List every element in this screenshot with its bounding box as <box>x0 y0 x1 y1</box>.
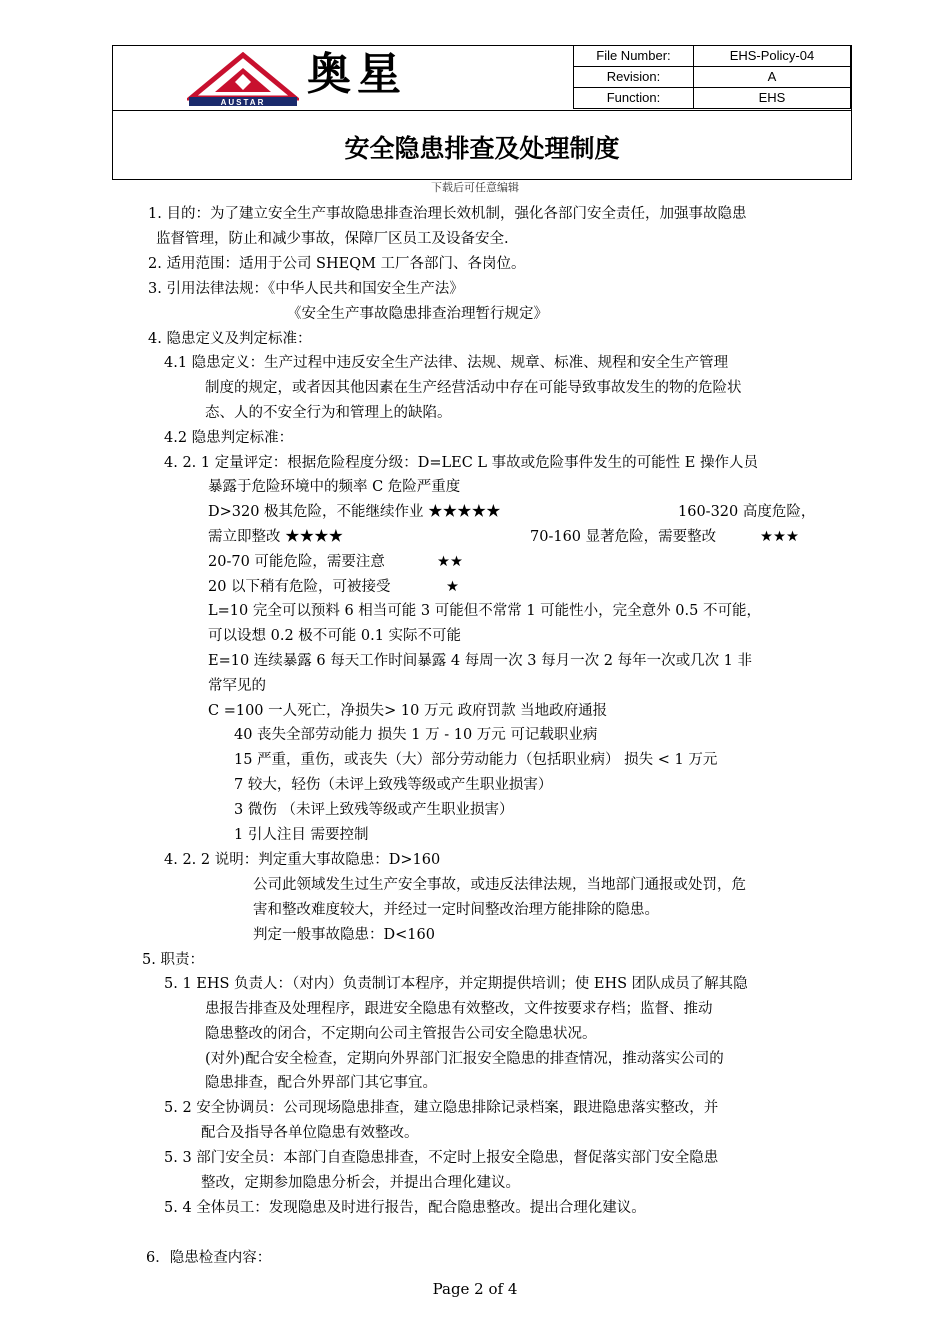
text-line: 5. 2 安全协调员：公司现场隐患排查，建立隐患排除记录档案，跟进隐患落实整改，并 <box>164 1100 719 1116</box>
edit-note: 下载后可任意编辑 <box>431 181 519 194</box>
text-line: C =100 一人死亡，净损失> 10 万元 政府罚款 当地政府通报 <box>208 703 608 719</box>
text-line: 5. 3 部门安全员：本部门自查隐患排查，不定时上报安全隐患，督促落实部门安全隐患 <box>164 1150 719 1166</box>
text-line: 态、人的不安全行为和管理上的缺陷。 <box>205 405 452 421</box>
text-line: 160-320 高度危险， <box>678 504 816 520</box>
text-line: 4. 2. 1 定量评定：根据危险程度分级：D=LEC L 事故或危险事件发生的可能性 E 操作人员 <box>164 455 758 471</box>
meta-label: Function: <box>574 88 694 109</box>
text-line: L=10 完全可以预料 6 相当可能 3 可能但不常常 1 可能性小，完全意外 0.5 不可能， <box>208 603 761 619</box>
text-line: (对外)配合安全检查，定期向外界部门汇报安全隐患的排查情况，推动落实公司的 <box>205 1051 724 1067</box>
text-line: 2. 适用范围：适用于公司 SHEQM 工厂各部门、各岗位。 <box>148 256 526 272</box>
meta-value: EHS-Policy-04 <box>693 46 850 67</box>
text-line: 20 以下稍有危险，可被接受 <box>208 579 391 595</box>
meta-label: File Number: <box>574 46 694 67</box>
text-line: 70-160 显著危险，需要整改 <box>530 529 717 545</box>
text-line: 3 微伤 （未评上致残等级或产生职业损害） <box>234 802 514 818</box>
text-line: D>320 极其危险，不能继续作业 ★★★★★ <box>208 504 501 520</box>
rating-stars: ★★ <box>437 554 463 570</box>
meta-table <box>573 45 851 109</box>
document-title: 安全隐患排查及处理制度 <box>344 134 620 163</box>
text-line: 《安全生产事故隐患排查治理暂行规定》 <box>287 306 548 322</box>
logo-area <box>113 46 573 110</box>
austar-logo <box>187 52 299 106</box>
text-line: 隐患整改的闭合，不定期向公司主管报告公司安全隐患状况。 <box>205 1026 597 1042</box>
text-line: 判定一般事故隐患：D<160 <box>253 927 435 943</box>
page-number: Page 2 of 4 <box>432 1280 518 1298</box>
text-line: E=10 连续暴露 6 每天工作时间暴露 4 每周一次 3 每月一次 2 每年一次或几次 1 非 <box>208 653 753 669</box>
text-line: 配合及指导各单位隐患有效整改。 <box>201 1125 419 1141</box>
text-line: 隐患排查，配合外界部门其它事宜。 <box>205 1075 437 1091</box>
text-line: 1 引人注目 需要控制 <box>234 827 369 843</box>
text-line: 需立即整改 ★★★★ <box>208 529 344 545</box>
company-name: 奥星 <box>307 49 407 100</box>
text-line: 3. 引用法律法规：《中华人民共和国安全生产法》 <box>148 281 464 297</box>
logo-text: AUSTAR <box>220 98 266 106</box>
section-heading: 5. 职责： <box>142 952 204 968</box>
text-line: 整改，定期参加隐患分析会，并提出合理化建议。 <box>201 1175 520 1191</box>
meta-row <box>574 46 851 67</box>
text-line: 5. 4 全体员工：发现隐患及时进行报告，配合隐患整改。提出合理化建议。 <box>164 1200 646 1216</box>
document-header <box>112 45 852 180</box>
meta-row <box>574 88 851 109</box>
meta-row <box>574 67 851 88</box>
text-line: 监督管理，防止和减少事故，保障厂区员工及设备安全. <box>156 231 509 247</box>
text-line: 40 丧失全部劳动能力 损失 1 万 - 10 万元 可记载职业病 <box>234 727 598 743</box>
title-row <box>113 110 851 181</box>
text-line: 20-70 可能危险，需要注意 <box>208 554 385 570</box>
meta-value: A <box>693 67 850 88</box>
text-line: 患报告排查及处理程序，跟进安全隐患有效整改，文件按要求存档；监督、推动 <box>205 1001 713 1017</box>
text-line: 4.2 隐患判定标准： <box>164 430 294 446</box>
rating-stars: ★ <box>446 579 459 595</box>
section-heading: 6．隐患检查内容： <box>146 1250 272 1266</box>
text-line: 4. 2. 2 说明：判定重大事故隐患：D>160 <box>164 852 441 868</box>
text-line: 5. 1 EHS 负责人：（对内）负责制订本程序，并定期提供培训；使 EHS 团队成员了解其隐 <box>164 976 748 992</box>
text-line: 制度的规定，或者因其他因素在生产经营活动中存在可能导致事故发生的物的危险状 <box>205 380 742 396</box>
text-line: 公司此领域发生过生产安全事故，或违反法律法规，当地部门通报或处罚，危 <box>253 877 746 893</box>
text-line: 可以设想 0.2 极不可能 0.1 实际不可能 <box>208 628 462 644</box>
text-line: 常罕见的 <box>208 678 266 694</box>
text-line: 害和整改难度较大，并经过一定时间整改治理方能排除的隐患。 <box>253 902 659 918</box>
rating-stars: ★★★ <box>760 529 799 545</box>
text-line: 15 严重，重伤，或丧失（大）部分劳动能力（包括职业病） 损失 < 1 万元 <box>234 752 718 768</box>
meta-value: EHS <box>693 88 850 109</box>
text-line: 1. 目的：为了建立安全生产事故隐患排查治理长效机制，强化各部门安全责任，加强事故隐患 <box>148 206 747 222</box>
meta-label: Revision: <box>574 67 694 88</box>
text-line: 4.1 隐患定义：生产过程中违反安全生产法律、法规、规章、标准、规程和安全生产管理 <box>164 355 729 371</box>
text-line: 暴露于危险环境中的频率 C 危险严重度 <box>208 479 461 495</box>
text-line: 7 较大，轻伤（未评上致残等级或产生职业损害） <box>234 777 553 793</box>
text-line: 4. 隐患定义及判定标准： <box>148 331 312 347</box>
